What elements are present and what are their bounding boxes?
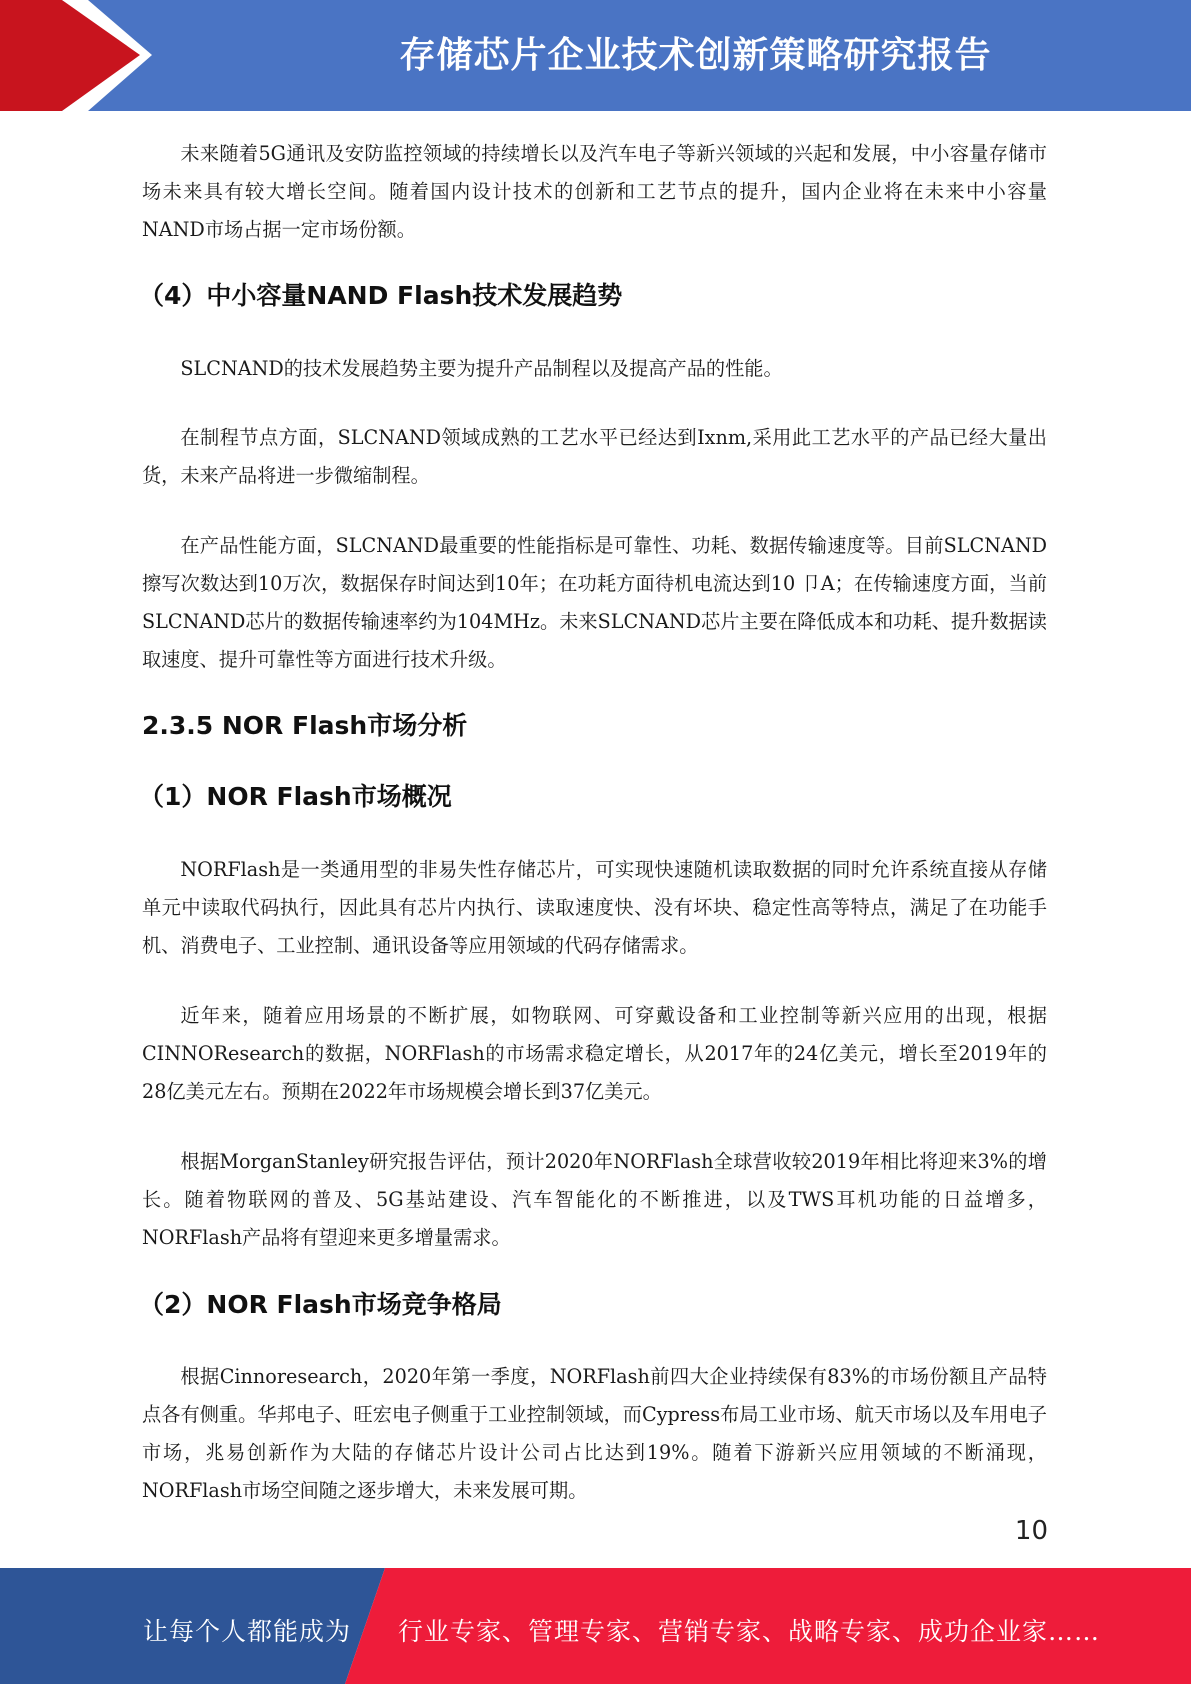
paragraph-outlook: 未来随着5G通讯及安防监控领域的持续增长以及汽车电子等新兴领域的兴起和发展，中小容量存储市场未来具有较大增长空间。随着国内设计技术的创新和工艺节点的提升，国内企业将在未来中小容量NAND市场占据一定市场份额。 bbox=[142, 142, 1047, 241]
footer-slogan-right: 行业专家、管理专家、营销专家、战略专家、成功企业家…… bbox=[398, 1617, 1101, 1646]
page-number: 10 bbox=[1014, 1516, 1048, 1546]
page-header bbox=[0, 0, 1191, 111]
footer-slogan-left: 让每个人都能成为 bbox=[143, 1617, 352, 1646]
paragraph-performance: 在产品性能方面，SLCNAND最重要的性能指标是可靠性、功耗、数据传输速度等。目前SLCNAND擦写次数达到10万次，数据保存时间达到10年；在功耗方面待机电流达到10 卩A；在传输速度方面，当前SLCNAND芯片的数据传输速率约为104MHz。未来SLCNAND芯片主要在降低成本和功耗、提升数据读取速度、提升可靠性等方面进行技术升级。 bbox=[142, 534, 1047, 671]
paragraph-competition: 根据Cinnoresearch，2020年第一季度，NORFlash前四大企业持续保有83%的市场份额且产品特点各有侧重。华邦电子、旺宏电子侧重于工业控制领域，而Cypress布局工业市场、航天市场以及车用电子市场，兆易创新作为大陆的存储芯片设计公司占比达到19%。随着下游新兴应用领域的不断涌现，NORFlash市场空间随之逐步增大，未来发展可期。 bbox=[142, 1365, 1047, 1502]
heading-nor-analysis: 2.3.5 NOR Flash市场分析 bbox=[142, 711, 468, 740]
heading-nand-trend: （4）中小容量NAND Flash技术发展趋势 bbox=[139, 281, 623, 310]
heading-nor-competition: （2）NOR Flash市场竞争格局 bbox=[139, 1290, 502, 1319]
page-footer bbox=[0, 1568, 1191, 1684]
paragraph-slcnand-trend: SLCNAND的技术发展趋势主要为提升产品制程以及提高产品的性能。 bbox=[180, 357, 783, 380]
paragraph-market-growth: 近年来，随着应用场景的不断扩展，如物联网、可穿戴设备和工业控制等新兴应用的出现，根据CINNOResearch的数据，NORFlash的市场需求稳定增长，从2017年的24亿美元，增长至2019年的28亿美元左右。预期在2022年市场规模会增长到37亿美元。 bbox=[142, 1004, 1047, 1103]
paragraph-morganstanley: 根据MorganStanley研究报告评估，预计2020年NORFlash全球营收较2019年相比将迎来3%的增长。随着物联网的普及、5G基站建设、汽车智能化的不断推进，以及TWS耳机功能的日益增多，NORFlash产品将有望迎来更多增量需求。 bbox=[142, 1150, 1047, 1249]
heading-nor-overview: （1）NOR Flash市场概况 bbox=[139, 782, 452, 811]
header-title: 存储芯片企业技术创新策略研究报告 bbox=[399, 35, 992, 76]
paragraph-norflash-intro: NORFlash是一类通用型的非易失性存储芯片，可实现快速随机读取数据的同时允许系统直接从存储单元中读取代码执行，因此具有芯片内执行、读取速度快、没有坏块、稳定性高等特点，满足了在功能手机、消费电子、工业控制、通讯设备等应用领域的代码存储需求。 bbox=[142, 858, 1047, 957]
paragraph-process-node: 在制程节点方面，SLCNAND领域成熟的工艺水平已经达到Ixnm,采用此工艺水平的产品已经大量出货，未来产品将进一步微缩制程。 bbox=[142, 426, 1047, 487]
